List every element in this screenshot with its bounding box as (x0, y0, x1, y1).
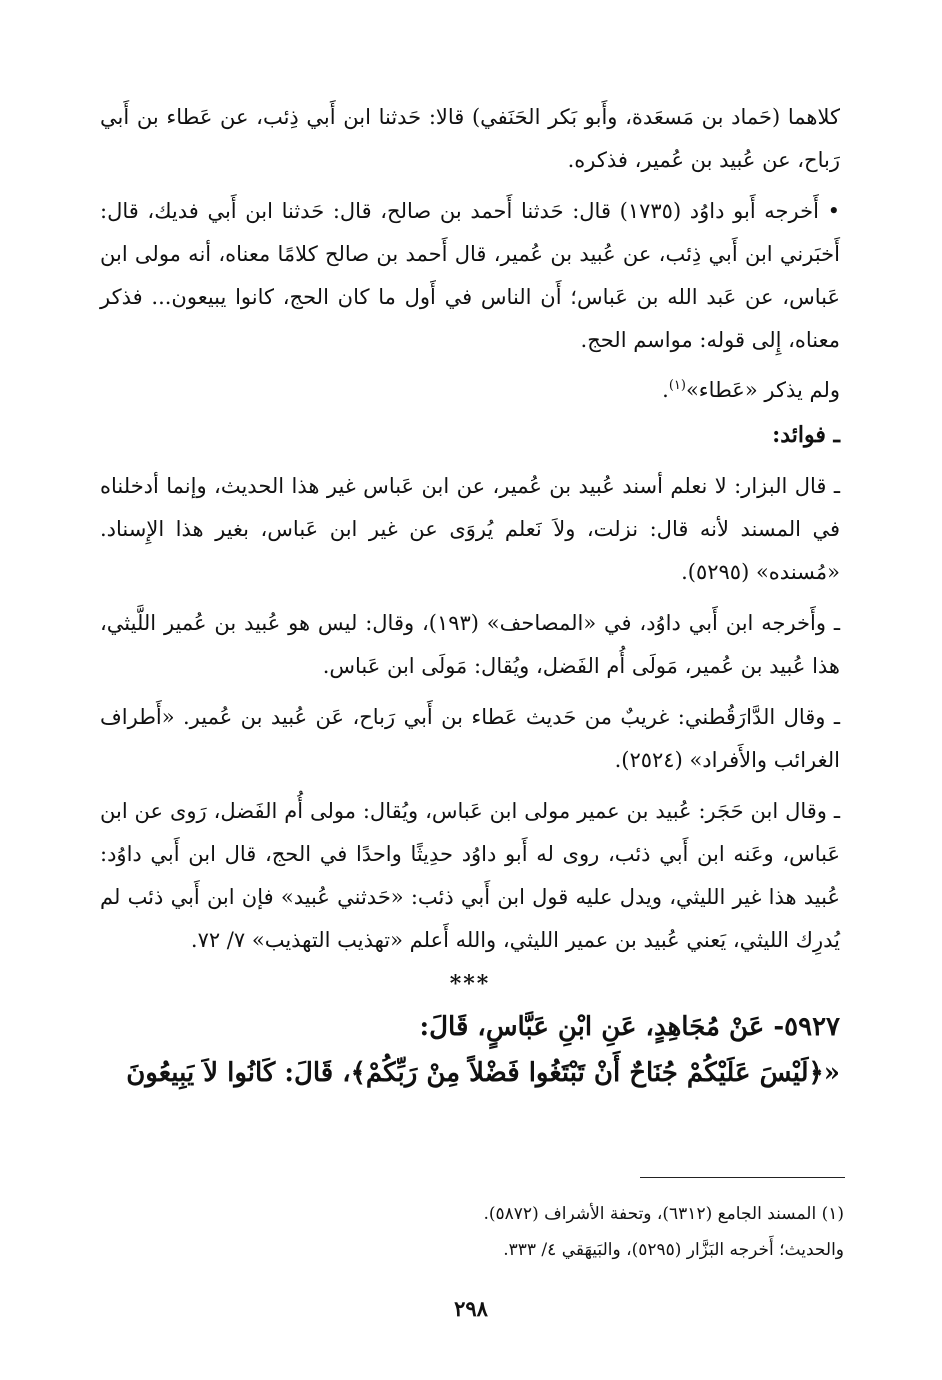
fawaid-item-ibn-abi-dawud: ـ وأَخرجه ابن أَبي داوُد، في «المصاحف» (١٩٣)، وقال: ليس هو عُبيد بن عُمير اللَّيثي، هذا عُبيد بن عُمير، مَولَى أُم الفَضل، ويُقال: مَولَى ابن عَباس. (100, 611, 840, 678)
paragraph-note: ولم يذكر «عَطاء»$^{(١)}$. (662, 378, 840, 402)
section-separator: *** (449, 971, 491, 997)
paragraph-isnad: كلاهما (حَماد بن مَسعَدة، وأَبو بَكر الحَنَفي) قالا: حَدثنا ابن أَبي ذِئب، عن عَطاء بن أَبي رَباح، عن عُبيد بن عُمير، فذكره. (100, 105, 840, 172)
paragraph-note-text: ولم يذكر «عَطاء» (685, 378, 840, 402)
fawaid-item-bazzar: ـ قال البزار: لا نعلم أسند عُبيد بن عُمير، عن ابن عَباس غير هذا الحديث، وإنما أدخلناه في المسند لأنه قال: نزلت، ولاَ نَعلم يُروَى عن غير ابن عَباس، بغير هذا الإِسناد. «مُسنده» (٥٢٩٥). (100, 474, 840, 584)
hadith-text: «﴿لَيْسَ عَلَيْكُمْ جُنَاحٌ أَنْ تَبْتَغُوا فَضْلاً مِنْ رَبِّكُمْ﴾، قَالَ: كَانُوا لاَ يَبِيعُونَ (126, 1058, 840, 1088)
paragraph-abu-dawud: • أَخرجه أَبو داوُد (١٧٣٥) قال: حَدثنا أَحمد بن صالح، قال: حَدثنا ابن أَبي فديك، قال: أَخبَرني ابن أَبي ذِئب، عن عُبيد بن عُمير، قال أَحمد بن صالح كلامًا معناه، أنه مولى ابن عَباس، عن عَبد الله بن عَباس؛ أَن الناس في أَول ما كان الحج، كانوا يبيعون... فذكر معناه، إِلى قوله: مواسم الحج. (100, 199, 840, 352)
footnote-1-continued: والحديث؛ أَخرجه البَزَّار (٥٢٩٥)، والبَيهَقي ٤/ ٣٣٣. (503, 1240, 844, 1260)
footnotes (100, 1196, 844, 1268)
main-text (100, 96, 840, 1096)
footnote-reference[interactable]: (١) (668, 378, 686, 393)
page-number: ٢٩٨ (454, 1296, 488, 1321)
fawaid-item-daraqutni: ـ وقال الدَّارَقُطني: غريبٌ من حَديث عَطاء بن أَبي رَباح، عَن عُبيد بن عُمير. «أَطراف الغرائب والأَفراد» (٢٥٢٤). (100, 705, 840, 772)
fawaid-heading: ـ فوائد: (772, 422, 840, 448)
footnote-1: (١) المسند الجامع (٦٣١٢)، وتحفة الأشراف (٥٨٧٢). (483, 1204, 844, 1224)
fawaid-item-ibn-hajar: ـ وقال ابن حَجَر: عُبيد بن عمير مولى ابن عَباس، ويُقال: مولى أُم الفَضل، رَوى عن ابن عَباس، وعَنه ابن أَبي ذئب، روى له أَبو داوُد حدِيثًا واحدًا في الحج، قال ابن أَبي داوُد: عُبيد هذا غير الليثي، ويدل عليه قول ابن أَبي ذئب: «حَدثني عُبيد» فإن ابن أَبي ذئب لم يُدرِك الليثي، يَعني عُبيد بن عمير الليثي، والله أَعلم «تهذيب التهذيب» ٧/ ٧٢. (100, 799, 840, 952)
footnote-divider (640, 1177, 845, 1178)
hadith-heading: ٥٩٢٧- عَنْ مُجَاهِدٍ، عَنِ ابْنِ عَبَّاسٍ، قَالَ: (419, 1012, 840, 1042)
